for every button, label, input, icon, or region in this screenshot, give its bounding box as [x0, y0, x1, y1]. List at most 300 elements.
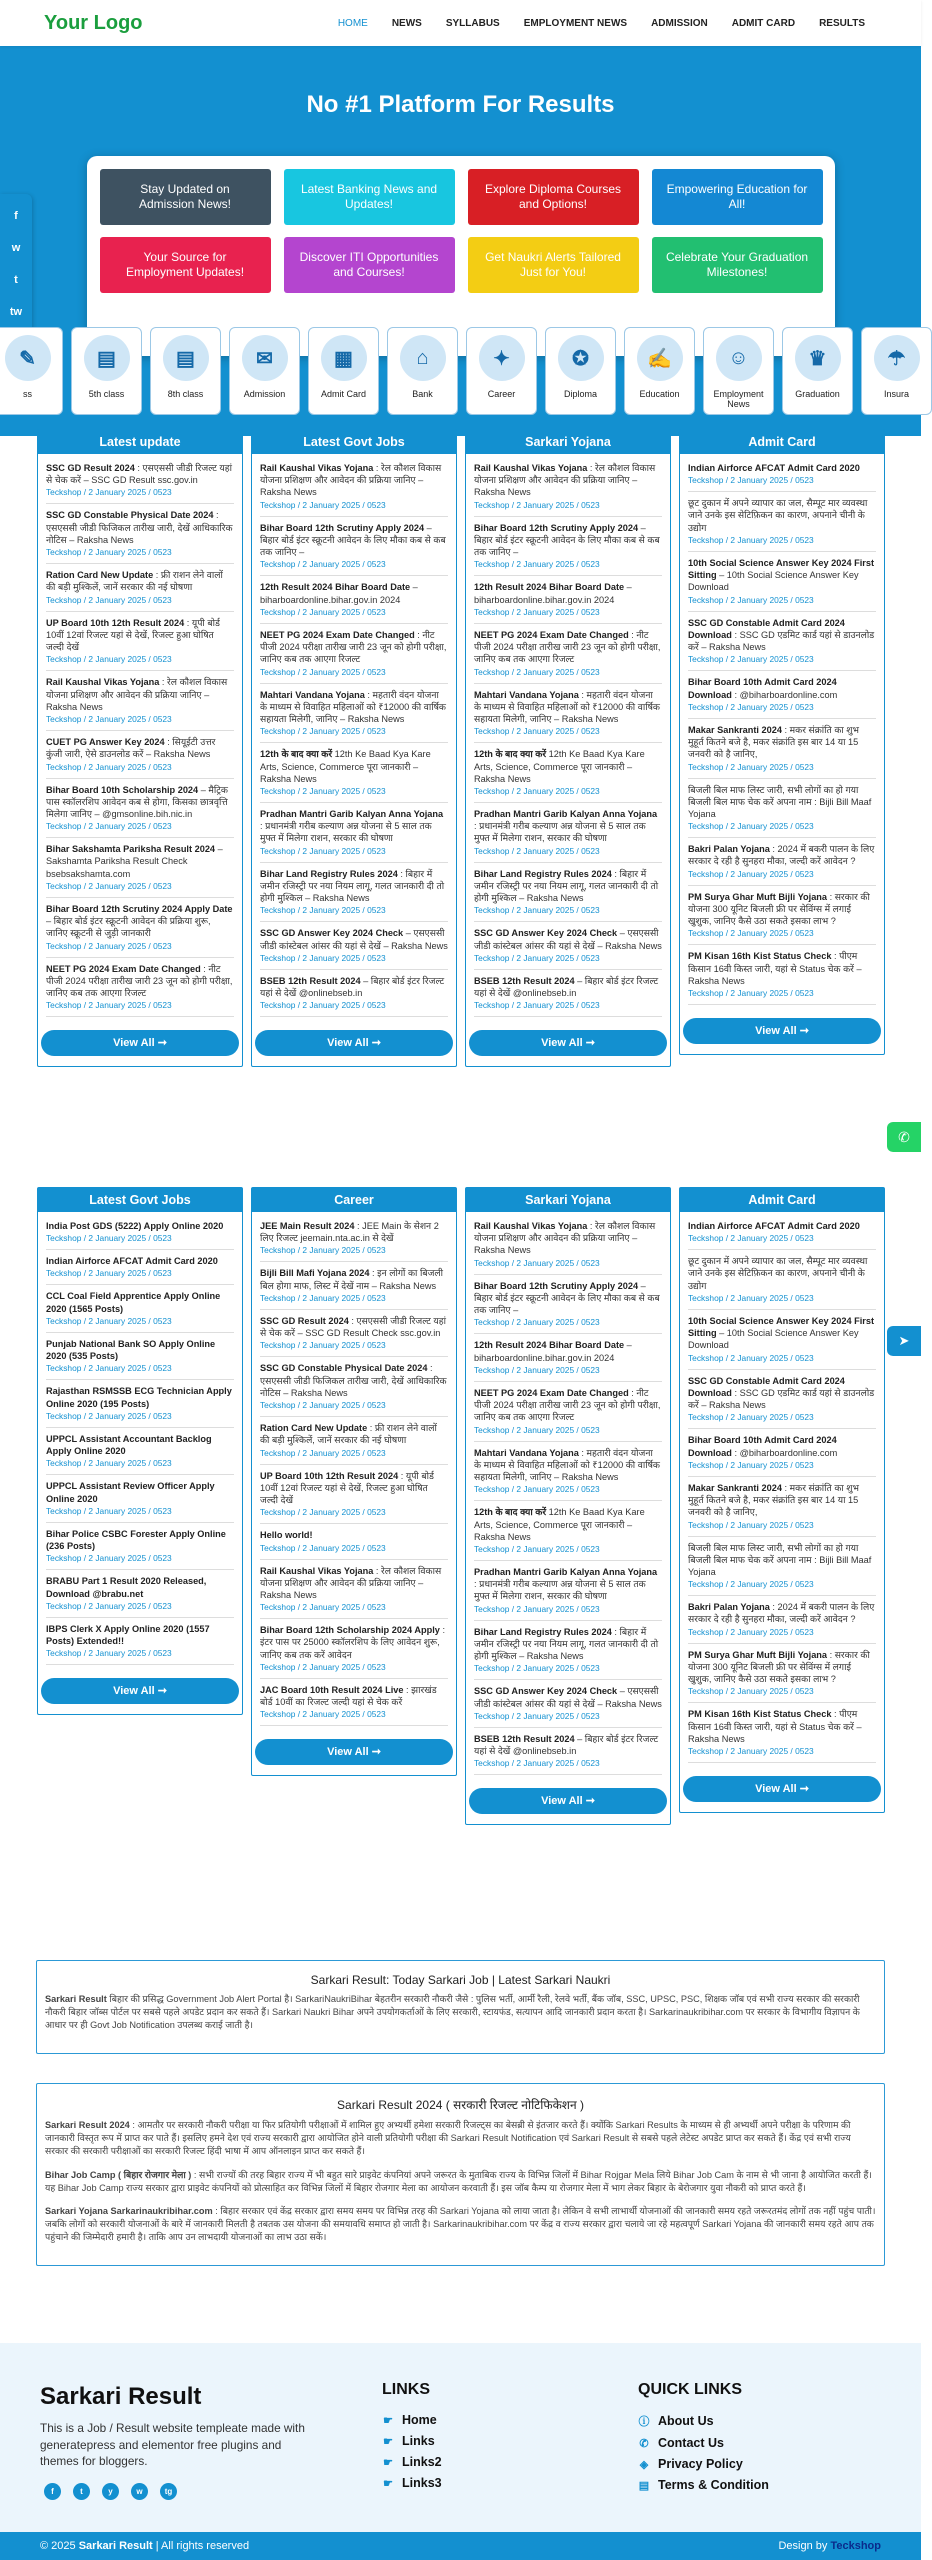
post-meta: Teckshop / 2 January 2025 / 0523	[474, 1000, 600, 1011]
list-box	[679, 429, 885, 1055]
post-list-item[interactable]	[46, 958, 234, 1018]
facebook-icon[interactable]: f	[14, 210, 18, 222]
footer-link-about[interactable]: ⓘ About Us	[638, 2414, 714, 2428]
post-meta: Teckshop / 2 January 2025 / 0523	[260, 666, 386, 677]
post-list-item[interactable]	[688, 1703, 876, 1763]
post-title[interactable]: बिजली बिल माफ लिस्ट जारी, सभी लोगों का हो गया बिजली बिल माफ चेक करें अपना नाम : Bijli Bill Maaf Yojana	[688, 1542, 872, 1577]
post-list-item[interactable]	[474, 743, 662, 803]
category-tile[interactable]	[624, 327, 695, 415]
post-list-item[interactable]	[474, 970, 662, 1017]
promo-button[interactable]: Latest Banking News and Updates!	[284, 169, 455, 225]
post-list-item[interactable]	[688, 552, 876, 612]
article-title: Sarkari Result 2024 ( सरकारी रिजल्ट नोटिफिकेशन )	[337, 2098, 584, 2112]
post-title[interactable]: छूट दुकान में अपने व्यापार का जल, सैम्पूट मार व्यवस्था जाने उनके इस सेटिफ़िकन का कारण, अपनाने चीनी के उद्योग	[688, 498, 868, 533]
post-meta: Teckshop / 2 January 2025 / 0523	[688, 1412, 814, 1423]
career-icon: ✦	[479, 335, 525, 381]
post-meta: Teckshop / 2 January 2025 / 0523	[688, 1519, 814, 1530]
post-list-item[interactable]	[688, 719, 876, 779]
post-meta: Teckshop / 2 January 2025 / 0523	[688, 1626, 814, 1637]
nav-home[interactable]: HOME	[337, 17, 368, 29]
post-title[interactable]: PM Kisan 16th Kist Status Check : पीएम किसान 16वी किस्त जारी, यहां से Status चेक करें – Raksha News	[688, 951, 862, 986]
admission-icon: ✉	[242, 335, 288, 381]
post-list-item[interactable]	[260, 1524, 448, 1559]
post-title[interactable]: SSC GD Constable Physical Date 2024 : एसएससी जीडी फिजिकल तारीख जारी, देखें आधिकारिक नोटिस – Raksha News	[46, 510, 233, 545]
post-list-item[interactable]	[474, 1382, 662, 1442]
post-list-item[interactable]	[474, 1334, 662, 1381]
post-title[interactable]: Pradhan Mantri Garib Kalyan Anna Yojana : प्रधानमंत्री गरीब कल्याण अन्न योजना से 5 साल तक मुफ्त में मिलेगा राशन, सरकार की घोषणा	[474, 808, 658, 844]
promo-button[interactable]: Your Source for Employment Updates!	[100, 237, 271, 293]
post-meta: Teckshop / 2 January 2025 / 0523	[474, 905, 600, 916]
post-list-item[interactable]	[260, 1619, 448, 1679]
post-title[interactable]: Indian Airforce AFCAT Admit Card 2020	[46, 1256, 218, 1267]
post-meta: Teckshop / 2 January 2025 / 0523	[474, 1663, 600, 1674]
post-list-item[interactable]	[474, 1219, 662, 1275]
promo-button[interactable]: Discover ITI Opportunities and Courses!	[284, 237, 455, 293]
post-list-item[interactable]	[474, 1561, 662, 1621]
post-title[interactable]: Mahtari Vandana Yojana : महतारी वंदन योजना के माध्यम से विवाहित महिलाओं को ₹12000 की वार्षिक सहायता मिलेगी, जानिए – Raksha News	[260, 689, 446, 725]
post-list-item[interactable]	[260, 922, 448, 969]
post-title[interactable]: Bakri Palan Yojana : 2024 में बकरी पालन के लिए सरकार दे रही है सुनहरा मौका, जल्दी करें आवेदन ?	[688, 1602, 875, 1625]
post-list-item[interactable]	[260, 1262, 448, 1309]
youtube-icon[interactable]: y	[102, 2483, 119, 2500]
post-list-item[interactable]	[46, 779, 234, 839]
copyright-bar	[0, 2532, 921, 2560]
footer-link-home[interactable]: ☛ Home	[383, 2413, 437, 2427]
view-all-button[interactable]: View All ➞	[469, 1788, 667, 1814]
twitter-icon[interactable]: t	[73, 2483, 90, 2500]
post-list-item[interactable]	[260, 1219, 448, 1262]
post-title[interactable]: India Post GDS (5222) Apply Online 2020	[46, 1221, 224, 1231]
post-list-item[interactable]	[46, 1250, 234, 1285]
category-label: 8th class	[167, 389, 204, 399]
nav-admit-card[interactable]: ADMIT CARD	[731, 17, 796, 29]
article-paragraph: Bihar Job Camp ( बिहार रोजगार मेला ) : सभी राज्यों की तरह बिहार राज्य में भी बहुत सारे प्राइवेट कंपनियां अपने जरूरत के मुताबिक राज्य के विभिन्न जिलों में Bihar Rojgar Mela लिये Bihar Job Cam के नाम से भी जाना है आयोजित करती हैं। यह Bihar Job Camp राज्य सरकार द्वारा प्राइवेट कंपनियों को प्रोत्साहित कर विभिन्न जिलों में बिहार रोजगार मेला का आयोजन करवाती हैं। इस जॉब कैम्प या रोजगार मेला में भाग लेकर बिहार के बेरोजगार युवा नौकरी को प्राप्त करते हैं।	[45, 2169, 872, 2193]
post-list-item[interactable]	[260, 1465, 448, 1525]
post-title[interactable]: Bihar Board 12th Scrutiny Apply 2024 – बिहार बोर्ड इंटर स्क्रूटनी आवेदन के लिए मौका कब से कब तक जानिए –	[474, 1280, 660, 1316]
post-list-item[interactable]	[688, 1250, 876, 1310]
category-tile[interactable]	[229, 327, 300, 415]
post-list-item[interactable]	[46, 1380, 234, 1427]
post-meta: Teckshop / 2 January 2025 / 0523	[46, 547, 172, 558]
category-tile[interactable]	[782, 327, 853, 415]
post-title[interactable]: NEET PG 2024 Exam Date Changed : नीट पीजी 2024 परीक्षा तारीख जारी 23 जून को होगी परीक्षा, जानिए कब तक आएगा रिजल्ट	[474, 629, 661, 665]
insurance-icon: ☂	[874, 335, 920, 381]
post-meta: Teckshop / 2 January 2025 / 0523	[474, 845, 600, 856]
post-title[interactable]: SSC GD Answer Key 2024 Check – एसएससी जीडी कांस्टेबल आंसर की यहां से देखें – Raksha News	[260, 928, 448, 951]
category-tile[interactable]	[308, 327, 379, 415]
post-list-item[interactable]	[260, 743, 448, 803]
site-logo[interactable]: Your Logo	[44, 11, 143, 34]
post-list-item[interactable]	[688, 612, 876, 672]
post-title[interactable]: Bihar Board 10th Admit Card 2024 Download : @biharboardonline.com	[688, 677, 838, 700]
post-meta: Teckshop / 2 January 2025 / 0523	[260, 499, 386, 510]
post-meta: Teckshop / 2 January 2025 / 0523	[260, 1507, 386, 1518]
post-list-item[interactable]	[688, 1537, 876, 1597]
telegram-icon[interactable]: t	[14, 274, 18, 286]
post-title[interactable]: Rail Kaushal Vikas Yojana : रेल कौशल विकास योजना प्रशिक्षण और आवेदन की प्रक्रिया जानिए – Raksha News	[260, 463, 442, 498]
post-list-item[interactable]	[46, 838, 234, 898]
facebook-icon[interactable]: f	[44, 2483, 61, 2500]
category-label: Diploma	[563, 389, 597, 399]
post-title[interactable]: Ration Card New Update : फ्री राशन लेने वालों की बड़ी मुश्किलें, जानें सरकार की नई घोषणा	[260, 1423, 437, 1446]
post-meta: Teckshop / 2 January 2025 / 0523	[474, 1364, 600, 1375]
twitter-icon[interactable]: tw	[9, 306, 23, 318]
view-all-button[interactable]: View All ➞	[255, 1739, 453, 1765]
lock-icon: ◈	[639, 2458, 649, 2471]
nav-news[interactable]: NEWS	[391, 17, 422, 29]
post-meta: Teckshop / 2 January 2025 / 0523	[46, 1553, 172, 1564]
post-title[interactable]: UPPCL Assistant Review Officer Apply Online 2020	[46, 1481, 215, 1504]
post-title[interactable]: CUET PG Answer Key 2024 : सियूईटी उत्तर कुंजी जारी, ऐसे डाउनलोड करें – Raksha News	[46, 737, 216, 760]
post-title[interactable]: UP Board 10th 12th Result 2024 : यूपी बोर्ड 10वीं 12वां रिजल्ट यहां से देखें, रिजल्ट हुआ घोषित जल्दी देखें	[260, 1470, 434, 1506]
book-icon: ▤	[163, 335, 209, 381]
post-title[interactable]: Bihar Board 10th Admit Card 2024 Download : @biharboardonline.com	[688, 1435, 838, 1458]
post-title[interactable]: SSC GD Answer Key 2024 Check – एसएससी जीडी कांस्टेबल आंसर की यहां से देखें – Raksha News	[474, 928, 662, 951]
post-title[interactable]: BRABU Part 1 Result 2020 Released, Download @brabu.net	[46, 1576, 207, 1599]
category-tile[interactable]	[545, 327, 616, 415]
post-list-item[interactable]	[260, 1679, 448, 1726]
post-list-item[interactable]	[474, 1621, 662, 1681]
post-list-item[interactable]	[46, 504, 234, 564]
post-title[interactable]: 12th Result 2024 Bihar Board Date – biharboardonline.bihar.gov.in 2024	[474, 1340, 632, 1363]
post-list-item[interactable]	[688, 945, 876, 1005]
post-list-item[interactable]	[474, 803, 662, 863]
post-title[interactable]: NEET PG 2024 Exam Date Changed : नीट पीजी 2024 परीक्षा तारीख जारी 23 जून को होगी परीक्षा, जानिए कब तक आएगा रिजल्ट	[474, 1387, 661, 1423]
student-icon: ✎	[5, 335, 51, 381]
post-list-item[interactable]	[688, 1429, 876, 1476]
design-credit-link[interactable]: Teckshop	[830, 2540, 881, 2552]
post-title[interactable]: SSC GD Constable Physical Date 2024 : एसएससी जीडी फिजिकल तारीख जारी, देखें आधिकारिक नोटिस – Raksha News	[260, 1363, 447, 1398]
post-meta: Teckshop / 2 January 2025 / 0523	[260, 785, 386, 796]
post-title[interactable]: SSC GD Result 2024 : एसएससी जीडी रिजल्ट यहां से चेक करें – SSC GD Result ssc.gov.in	[46, 463, 233, 486]
post-meta: Teckshop / 2 January 2025 / 0523	[260, 1709, 386, 1720]
post-title[interactable]: PM Kisan 16th Kist Status Check : पीएम किसान 16वी किस्त जारी, यहां से Status चेक करें – Raksha News	[688, 1709, 862, 1744]
article-title: Sarkari Result: Today Sarkari Job | Latest Sarkari Naukri	[310, 1973, 611, 1987]
footer-links-title: LINKS	[382, 2381, 430, 2398]
telegram-icon[interactable]: tg	[160, 2483, 177, 2500]
post-title[interactable]: Hello world!	[260, 1530, 313, 1541]
post-list-item[interactable]	[688, 1370, 876, 1430]
post-title[interactable]: 12th के बाद क्या करें 12th Ke Baad Kya Kare Arts, Science, Commerce पूरा जानकारी – Raksha News	[260, 749, 431, 784]
whatsapp-float-icon[interactable]: ✆	[887, 1122, 921, 1152]
list-box	[37, 1187, 243, 1715]
footer-social-links	[44, 2483, 177, 2500]
category-tile[interactable]	[703, 327, 774, 415]
post-meta: Teckshop / 2 January 2025 / 0523	[260, 1245, 386, 1256]
post-title[interactable]: Pradhan Mantri Garib Kalyan Anna Yojana : प्रधानमंत्री गरीब कल्याण अन्न योजना से 5 साल तक मुफ्त में मिलेगा राशन, सरकार की घोषणा	[474, 1566, 658, 1602]
footer-links	[382, 2413, 442, 2497]
post-title[interactable]: UPPCL Assistant Accountant Backlog Apply Online 2020	[46, 1433, 212, 1457]
phone-icon: ✆	[639, 2437, 649, 2450]
post-list-item[interactable]	[474, 461, 662, 517]
view-all-button[interactable]: View All ➞	[41, 1030, 239, 1056]
post-title[interactable]: Rajasthan RSMSSB ECG Technician Apply Online 2020 (195 Posts)	[46, 1386, 232, 1409]
view-all-button[interactable]: View All ➞	[683, 1018, 881, 1044]
post-list-item[interactable]	[474, 624, 662, 684]
post-meta: Teckshop / 2 January 2025 / 0523	[46, 1315, 172, 1326]
post-title[interactable]: 10th Social Science Answer Key 2024 First Sitting – 10th Social Science Answer Key Download	[688, 557, 875, 593]
post-list-item[interactable]	[688, 779, 876, 839]
post-list-item[interactable]	[46, 1428, 234, 1475]
view-all-button[interactable]: View All ➞	[683, 1776, 881, 1802]
post-meta: Teckshop / 2 January 2025 / 0523	[474, 952, 600, 963]
post-meta: Teckshop / 2 January 2025 / 0523	[46, 714, 172, 725]
footer-link-privacy[interactable]: ◈ Privacy Policy	[639, 2457, 743, 2471]
post-meta: Teckshop / 2 January 2025 / 0523	[260, 559, 386, 570]
post-title[interactable]: 12th के बाद क्या करें 12th Ke Baad Kya Kare Arts, Science, Commerce पूरा जानकारी – Raksha News	[474, 749, 645, 784]
post-list-item[interactable]	[474, 1442, 662, 1502]
nav-results[interactable]: RESULTS	[819, 17, 865, 29]
post-title[interactable]: SSC GD Constable Admit Card 2024 Download : SSC GD एडमिट कार्ड यहां से डाउनलोड करें – Raksha News	[688, 1375, 875, 1411]
post-meta: Teckshop / 2 January 2025 / 0523	[260, 952, 386, 963]
post-title[interactable]: PM Surya Ghar Muft Bijli Yojana : सरकार की योजना 300 यूनिट बिजली फ्री पर सेविंग्स में लगाई खुशुक, जानिए कैसे उठा सकते इसका लाभ ?	[688, 1649, 870, 1685]
post-list-item[interactable]	[46, 1523, 234, 1570]
post-meta: Teckshop / 2 January 2025 / 0523	[688, 594, 814, 605]
footer-link-links2[interactable]: ☛ Links2	[383, 2455, 442, 2469]
post-list-item[interactable]	[46, 731, 234, 778]
post-title[interactable]: BSEB 12th Result 2024 – बिहार बोर्ड इंटर रिजल्ट यहां से देखें @onlinebseb.in	[260, 975, 445, 999]
category-tile[interactable]	[466, 327, 537, 415]
post-title[interactable]: Bakri Palan Yojana : 2024 में बकरी पालन के लिए सरकार दे रही है सुनहरा मौका, जल्दी करें आवेदन ?	[688, 844, 875, 867]
footer-link-terms[interactable]: ▤ Terms & Condition	[638, 2478, 769, 2492]
post-title[interactable]: 12th के बाद क्या करें 12th Ke Baad Kya Kare Arts, Science, Commerce पूरा जानकारी – Raksha News	[474, 1507, 645, 1542]
post-title[interactable]: 10th Social Science Answer Key 2024 First Sitting – 10th Social Science Answer Key Download	[688, 1315, 875, 1351]
list-box-title: Sarkari Yojana	[466, 1188, 670, 1212]
post-title[interactable]: Bihar Board 10th Scholarship 2024 – मैट्रिक पास स्कॉलरशिप आवेदन कब से होगा, किसका छात्रवृत्ति मिलेगा जानिए – @gmsonline.bih.nic.in	[46, 784, 228, 819]
post-title[interactable]: Indian Airforce AFCAT Admit Card 2020	[688, 1221, 860, 1231]
post-list-item[interactable]	[46, 612, 234, 672]
site-header	[0, 0, 921, 46]
post-list-item[interactable]	[260, 576, 448, 623]
whatsapp-icon[interactable]: w	[131, 2483, 148, 2500]
post-title[interactable]: Rail Kaushal Vikas Yojana : रेल कौशल विकास योजना प्रशिक्षण और आवेदन की प्रक्रिया जानिए – Raksha News	[46, 677, 228, 712]
post-meta: Teckshop / 2 January 2025 / 0523	[260, 845, 386, 856]
post-title[interactable]: Makar Sankranti 2024 : मकर संक्रांति का शुभ मुहूर्त कितने बजे है, मकर संक्रांति इस बार 14 या 15 जनवरी को है जानिए,	[688, 724, 860, 760]
post-list-item[interactable]	[46, 898, 234, 958]
post-list-item[interactable]	[474, 1275, 662, 1335]
post-title[interactable]: SSC GD Answer Key 2024 Check – एसएससी जीडी कांस्टेबल आंसर की यहां से देखें – Raksha News	[474, 1686, 662, 1709]
post-list-item[interactable]	[474, 1728, 662, 1775]
post-list-item[interactable]	[688, 671, 876, 718]
post-list-item[interactable]	[260, 1310, 448, 1357]
post-meta: Teckshop / 2 January 2025 / 0523	[688, 1352, 814, 1363]
footer-link-links3[interactable]: ☛ Links3	[383, 2476, 442, 2490]
post-meta: Teckshop / 2 January 2025 / 0523	[474, 1317, 600, 1328]
post-list-item[interactable]	[688, 1644, 876, 1704]
post-meta: Teckshop / 2 January 2025 / 0523	[46, 654, 172, 665]
post-title[interactable]: NEET PG 2024 Exam Date Changed : नीट पीजी 2024 परीक्षा तारीख जारी 23 जून को होगी परीक्षा, जानिए कब तक आएगा रिजल्ट	[46, 963, 233, 999]
whatsapp-icon[interactable]: w	[11, 242, 21, 254]
post-meta: Teckshop / 2 January 2025 / 0523	[474, 1484, 600, 1495]
post-title[interactable]: Bihar Board 12th Scrutiny Apply 2024 – बिहार बोर्ड इंटर स्क्रूटनी आवेदन के लिए मौका कब से कब तक जानिए –	[260, 522, 446, 558]
post-list-item[interactable]	[46, 671, 234, 731]
post-list-item[interactable]	[688, 461, 876, 492]
category-label: 5th class	[88, 389, 125, 399]
post-title[interactable]: Bihar Board 12th Scrutiny Apply 2024 – बिहार बोर्ड इंटर स्क्रूटनी आवेदन के लिए मौका कब से कब तक जानिए –	[474, 522, 660, 558]
post-list-item[interactable]	[260, 1560, 448, 1620]
post-meta: Teckshop / 2 January 2025 / 0523	[46, 880, 172, 891]
post-meta: Teckshop / 2 January 2025 / 0523	[46, 1268, 172, 1279]
footer-link-links[interactable]: ☛ Links	[383, 2434, 435, 2448]
post-meta: Teckshop / 2 January 2025 / 0523	[688, 761, 814, 772]
post-list-item[interactable]	[474, 1680, 662, 1727]
category-tile[interactable]	[71, 327, 142, 415]
post-meta: Teckshop / 2 January 2025 / 0523	[260, 905, 386, 916]
post-title[interactable]: SSC GD Result 2024 : एसएससी जीडी रिजल्ट यहां से चेक करें – SSC GD Result Check ssc.gov.in	[260, 1315, 447, 1339]
post-list-item[interactable]	[46, 1219, 234, 1250]
post-list-item[interactable]	[474, 922, 662, 969]
promo-button[interactable]: Celebrate Your Graduation Milestones!	[652, 237, 823, 293]
post-meta: Teckshop / 2 January 2025 / 0523	[688, 1292, 814, 1303]
post-meta: Teckshop / 2 January 2025 / 0523	[260, 606, 386, 617]
post-meta: Teckshop / 2 January 2025 / 0523	[688, 1746, 814, 1757]
post-meta: Teckshop / 2 January 2025 / 0523	[688, 1459, 814, 1470]
post-title[interactable]: JEE Main Result 2024 : JEE Main के सेशन 2 लिए रिजल्ट jeemain.nta.ac.in से देखें	[260, 1221, 439, 1244]
view-all-button[interactable]: View All ➞	[255, 1030, 453, 1056]
post-meta: Teckshop / 2 January 2025 / 0523	[474, 1543, 600, 1554]
education-icon: ✍	[637, 335, 683, 381]
post-list-item[interactable]	[260, 461, 448, 517]
post-meta: Teckshop / 2 January 2025 / 0523	[46, 761, 172, 772]
post-list-item[interactable]	[46, 1285, 234, 1332]
post-list-item[interactable]	[688, 1596, 876, 1643]
post-meta: Teckshop / 2 January 2025 / 0523	[46, 1600, 172, 1611]
social-share-rail	[0, 194, 32, 334]
post-list-item[interactable]	[474, 863, 662, 923]
post-title[interactable]: PM Surya Ghar Muft Bijli Yojana : सरकार की योजना 300 यूनिट बिजली फ्री पर सेविंग्स में लगाई खुशुक, जानिए कैसे उठा सकते इसका लाभ ?	[688, 891, 870, 927]
post-meta: Teckshop / 2 January 2025 / 0523	[688, 988, 814, 999]
post-title[interactable]: SSC GD Constable Admit Card 2024 Download : SSC GD एडमिट कार्ड यहां से डाउनलोड करें – Raksha News	[688, 617, 875, 653]
post-list-item[interactable]	[688, 838, 876, 885]
post-title[interactable]: BSEB 12th Result 2024 – बिहार बोर्ड इंटर रिजल्ट यहां से देखें @onlinebseb.in	[474, 1733, 659, 1757]
promo-button[interactable]: Stay Updated on Admission News!	[100, 169, 271, 225]
post-list-item[interactable]	[474, 576, 662, 623]
hand-pointer-icon: ☛	[383, 2414, 393, 2427]
post-title[interactable]: Bihar Board 12th Scholarship 2024 Apply : इंटर पास पर 25000 स्कॉलरशिप के लिए आवेदन शुरू, जानिए कब तक करें आवेदन	[260, 1625, 445, 1660]
post-list-item[interactable]	[46, 1618, 234, 1665]
list-box-title: Sarkari Yojana	[466, 430, 670, 454]
post-title[interactable]: Rail Kaushal Vikas Yojana : रेल कौशल विकास योजना प्रशिक्षण और आवेदन की प्रक्रिया जानिए – Raksha News	[474, 463, 656, 498]
post-list-item[interactable]	[260, 684, 448, 744]
post-list-item[interactable]	[688, 1477, 876, 1537]
post-title[interactable]: Ration Card New Update : फ्री राशन लेने वालों की बड़ी मुश्किलें, जानें सरकार की नई घोषणा	[46, 570, 223, 593]
bank-icon: ⌂	[400, 335, 446, 381]
post-meta: Teckshop / 2 January 2025 / 0523	[688, 1233, 814, 1244]
post-title[interactable]: Bihar Land Registry Rules 2024 : बिहार में जमीन रजिस्ट्री पर नया नियम लागू, गलत जानकारी दी तो होगी मुश्किल – Raksha News	[260, 868, 445, 904]
view-all-button[interactable]: View All ➞	[41, 1678, 239, 1704]
post-title[interactable]: बिजली बिल माफ लिस्ट जारी, सभी लोगों का हो गया बिजली बिल माफ चेक करें अपना नाम : Bijli Bill Maaf Yojana	[688, 784, 872, 819]
list-box-title: Admit Card	[680, 1188, 884, 1212]
post-meta: Teckshop / 2 January 2025 / 0523	[260, 1661, 386, 1672]
view-all-button[interactable]: View All ➞	[469, 1030, 667, 1056]
main-nav	[326, 18, 877, 29]
post-title[interactable]: Mahtari Vandana Yojana : महतारी वंदन योजना के माध्यम से विवाहित महिलाओं को ₹12000 की वार्षिक सहायता मिलेगी, जानिए – Raksha News	[474, 1447, 660, 1483]
article-sarkari-result-2024	[36, 2083, 885, 2266]
post-list-item[interactable]	[260, 1417, 448, 1464]
document-icon: ▤	[638, 2479, 650, 2492]
post-title[interactable]: छूट दुकान में अपने व्यापार का जल, सैम्पूट मार व्यवस्था जाने उनके इस सेटिफ़िकन का कारण, अपनाने चीनी के उद्योग	[688, 1256, 868, 1291]
post-title[interactable]: Bihar Police CSBC Forester Apply Online (236 Posts)	[46, 1528, 226, 1552]
post-list-item[interactable]	[46, 1570, 234, 1617]
post-title[interactable]: Bijli Bill Mafi Yojana 2024 : इन लोगों का बिजली बिल होगा माफ, लिस्ट में देखें नाम – Raksha News	[260, 1268, 444, 1291]
post-title[interactable]: Bihar Land Registry Rules 2024 : बिहार में जमीन रजिस्ट्री पर नया नियम लागू, गलत जानकारी दी तो होगी मुश्किल – Raksha News	[474, 1626, 659, 1662]
nav-admission[interactable]: ADMISSION	[651, 17, 708, 29]
post-list-item[interactable]	[688, 886, 876, 946]
post-title[interactable]: Punjab National Bank SO Apply Online 2020 (535 Posts)	[46, 1338, 216, 1362]
list-box	[679, 1187, 885, 1813]
post-meta: Teckshop / 2 January 2025 / 0523	[260, 1400, 386, 1411]
nav-employment-news[interactable]: EMPLOYMENT NEWS	[523, 17, 628, 29]
post-list-item[interactable]	[260, 517, 448, 577]
post-title[interactable]: Mahtari Vandana Yojana : महतारी वंदन योजना के माध्यम से विवाहित महिलाओं को ₹12000 की वार्षिक सहायता मिलेगी, जानिए – Raksha News	[474, 689, 660, 725]
post-meta: Teckshop / 2 January 2025 / 0523	[688, 868, 814, 879]
post-title[interactable]: UP Board 10th 12th Result 2024 : यूपी बोर्ड 10वीं 12वां रिजल्ट यहां से देखें, रिजल्ट हुआ घोषित जल्दी देखें	[46, 617, 220, 653]
list-box	[465, 429, 671, 1067]
category-tile[interactable]	[0, 327, 63, 415]
post-list-item[interactable]	[260, 624, 448, 684]
post-title[interactable]: Rail Kaushal Vikas Yojana : रेल कौशल विकास योजना प्रशिक्षण और आवेदन की प्रक्रिया जानिए – Raksha News	[474, 1221, 656, 1256]
post-title[interactable]: Indian Airforce AFCAT Admit Card 2020	[688, 463, 860, 473]
post-list-item[interactable]	[260, 1357, 448, 1417]
post-title[interactable]: NEET PG 2024 Exam Date Changed : नीट पीजी 2024 परीक्षा तारीख जारी 23 जून को होगी परीक्षा, जानिए कब तक आएगा रिजल्ट	[260, 629, 447, 665]
post-list-item[interactable]	[46, 1475, 234, 1522]
post-title[interactable]: Rail Kaushal Vikas Yojana : रेल कौशल विकास योजना प्रशिक्षण और आवेदन की प्रक्रिया जानिए – Raksha News	[260, 1565, 442, 1600]
post-list-item[interactable]	[260, 863, 448, 923]
post-list-item[interactable]	[688, 1310, 876, 1370]
post-list-item[interactable]	[46, 461, 234, 504]
post-list-item[interactable]	[46, 1333, 234, 1380]
post-list-item[interactable]	[688, 492, 876, 552]
nav-syllabus[interactable]: SYLLABUS	[445, 17, 500, 29]
post-meta: Teckshop / 2 January 2025 / 0523	[474, 1758, 600, 1769]
post-list-item[interactable]	[260, 803, 448, 863]
promo-button[interactable]: Get Naukri Alerts Tailored Just for You!	[468, 237, 639, 293]
category-tile[interactable]	[861, 327, 932, 415]
post-meta: Teckshop / 2 January 2025 / 0523	[260, 1292, 386, 1303]
category-tile[interactable]	[150, 327, 221, 415]
post-title[interactable]: Pradhan Mantri Garib Kalyan Anna Yojana : प्रधानमंत्री गरीब कल्याण अन्न योजना से 5 साल तक मुफ्त में मिलेगा राशन, सरकार की घोषणा	[260, 808, 444, 844]
post-title[interactable]: CCL Coal Field Apprentice Apply Online 2020 (1565 Posts)	[46, 1291, 221, 1314]
post-title[interactable]: Bihar Board 12th Scrutiny 2024 Apply Date – बिहार बोर्ड इंटर स्क्रूटनी आवेदन की प्रक्रिया शुरू, जानिए स्क्रूटनी से जुड़ी जानकारी	[46, 903, 233, 939]
post-title[interactable]: IBPS Clerk X Apply Online 2020 (1557 Posts) Extended!!	[46, 1623, 210, 1646]
footer-link-contact[interactable]: ✆ Contact Us	[639, 2436, 724, 2450]
post-title[interactable]: 12th Result 2024 Bihar Board Date – biharboardonline.bihar.gov.in 2024	[474, 582, 632, 605]
post-meta: Teckshop / 2 January 2025 / 0523	[260, 1447, 386, 1458]
post-list-item[interactable]	[46, 564, 234, 611]
promo-button[interactable]: Empowering Education for All!	[652, 169, 823, 225]
post-title[interactable]: Makar Sankranti 2024 : मकर संक्रांति का शुभ मुहूर्त कितने बजे है, मकर संक्रांति इस बार 14 या 15 जनवरी को है जानिए,	[688, 1482, 860, 1518]
post-list-item[interactable]	[474, 1501, 662, 1561]
telegram-float-icon[interactable]: ➤	[887, 1326, 921, 1356]
footer-description: This is a Job / Result website templeate made with generatepress and elementor free plugins and themes for bloggers.	[40, 2421, 305, 2469]
list-box	[251, 1187, 457, 1776]
post-title[interactable]: Bihar Sakshamta Pariksha Result 2024 – Sakshamta Pariksha Result Check bsebsakshamta.com	[46, 844, 223, 879]
post-title[interactable]: JAC Board 10th Result 2024 Live : झारखंड बोर्ड 10वीं का रिजल्ट जल्दी यहां से चेक करें	[260, 1684, 437, 1708]
footer-quick-links	[638, 2413, 769, 2499]
post-title[interactable]: 12th Result 2024 Bihar Board Date – biharboardonline.bihar.gov.in 2024	[260, 582, 418, 605]
post-list-item[interactable]	[474, 684, 662, 744]
post-title[interactable]: Bihar Land Registry Rules 2024 : बिहार में जमीन रजिस्ट्री पर नया नियम लागू, गलत जानकारी दी तो होगी मुश्किल – Raksha News	[474, 868, 659, 904]
post-list-item[interactable]	[474, 517, 662, 577]
category-tile[interactable]	[387, 327, 458, 415]
list-box-title: Admit Card	[680, 430, 884, 454]
post-title[interactable]: BSEB 12th Result 2024 – बिहार बोर्ड इंटर रिजल्ट यहां से देखें @onlinebseb.in	[474, 975, 659, 999]
promo-button[interactable]: Explore Diploma Courses and Options!	[468, 169, 639, 225]
admit-card-icon: ▦	[321, 335, 367, 381]
post-list-item[interactable]	[260, 970, 448, 1017]
post-meta: Teckshop / 2 January 2025 / 0523	[46, 1363, 172, 1374]
post-list-item[interactable]	[688, 1219, 876, 1250]
